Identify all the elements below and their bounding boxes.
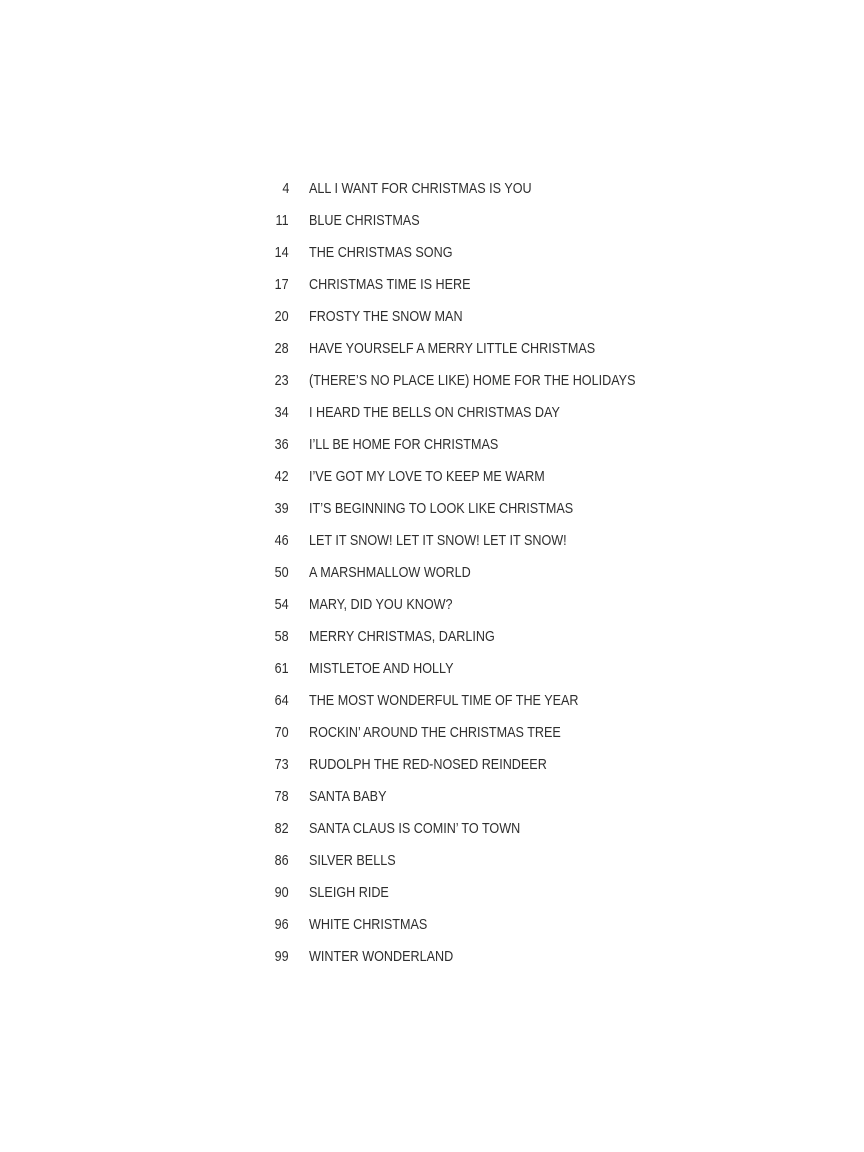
song-title: SILVER BELLS xyxy=(309,852,396,869)
page-number-text: 20 xyxy=(274,308,289,325)
page-number xyxy=(250,434,289,456)
toc-entry xyxy=(250,466,730,498)
toc-entry xyxy=(250,434,730,466)
song-title: SANTA BABY xyxy=(309,788,387,805)
toc-entry xyxy=(250,754,730,786)
page-number xyxy=(250,722,289,744)
page-number-text: 78 xyxy=(274,788,289,805)
page-number xyxy=(250,466,289,488)
page-number-text: 64 xyxy=(274,692,289,709)
song-title: A MARSHMALLOW WORLD xyxy=(309,564,471,581)
toc-entry xyxy=(250,242,730,274)
page-number-text: 34 xyxy=(274,404,289,421)
page-number xyxy=(250,178,289,200)
page-number xyxy=(250,210,289,232)
page-number xyxy=(250,690,289,712)
song-title: MERRY CHRISTMAS, DARLING xyxy=(309,628,495,645)
song-title: MARY, DID YOU KNOW? xyxy=(309,596,453,613)
song-title: ROCKIN’ AROUND THE CHRISTMAS TREE xyxy=(309,724,561,741)
page-number-text: 46 xyxy=(274,532,289,549)
page-number xyxy=(250,786,289,808)
page-number-text: 17 xyxy=(274,276,289,293)
toc-entry xyxy=(250,818,730,850)
page-number-text: 11 xyxy=(275,212,289,229)
song-title: RUDOLPH THE RED-NOSED REINDEER xyxy=(309,756,547,773)
toc-entry xyxy=(250,658,730,690)
page-number-text: 39 xyxy=(274,500,289,517)
page-number-text: 96 xyxy=(274,916,289,933)
page-number xyxy=(250,498,289,520)
page-number-text: 61 xyxy=(274,660,289,677)
song-title: I’LL BE HOME FOR CHRISTMAS xyxy=(309,436,499,453)
page-number xyxy=(250,594,289,616)
page-number xyxy=(250,626,289,648)
page-number-text: 90 xyxy=(274,884,289,901)
toc-entry xyxy=(250,722,730,754)
song-title: (THERE’S NO PLACE LIKE) HOME FOR THE HOLIDAYS xyxy=(309,372,636,389)
toc-entry xyxy=(250,786,730,818)
song-title: MISTLETOE AND HOLLY xyxy=(309,660,454,677)
song-title: LET IT SNOW! LET IT SNOW! LET IT SNOW! xyxy=(309,532,567,549)
page-number xyxy=(250,882,289,904)
page-number-text: 54 xyxy=(274,596,289,613)
song-title: SLEIGH RIDE xyxy=(309,884,389,901)
page-number xyxy=(250,562,289,584)
page-number-text: 99 xyxy=(274,948,289,965)
page-number xyxy=(250,242,289,264)
page-number-text: 82 xyxy=(274,820,289,837)
page-number-text: 73 xyxy=(274,756,289,773)
page-number-text: 70 xyxy=(274,724,289,741)
page-number xyxy=(250,850,289,872)
toc-entry xyxy=(250,178,730,210)
page-number-text: 36 xyxy=(274,436,289,453)
toc-entry xyxy=(250,562,730,594)
page-number xyxy=(250,306,289,328)
song-title: HAVE YOURSELF A MERRY LITTLE CHRISTMAS xyxy=(309,340,596,357)
page-number xyxy=(250,338,289,360)
page-number-text: 14 xyxy=(274,244,289,261)
toc-entry xyxy=(250,882,730,914)
page-number-text: 23 xyxy=(274,372,289,389)
page-number xyxy=(250,658,289,680)
page-number-text: 50 xyxy=(274,564,289,581)
toc-entry xyxy=(250,530,730,562)
song-title: IT’S BEGINNING TO LOOK LIKE CHRISTMAS xyxy=(309,500,574,517)
page-number-text: 58 xyxy=(274,628,289,645)
page-number xyxy=(250,370,289,392)
page-number-text: 42 xyxy=(274,468,289,485)
song-title: WHITE CHRISTMAS xyxy=(309,916,428,933)
toc-entry xyxy=(250,274,730,306)
page-number xyxy=(250,402,289,424)
toc-entry xyxy=(250,370,730,402)
song-title: BLUE CHRISTMAS xyxy=(309,212,420,229)
page-number xyxy=(250,274,289,296)
toc-entry xyxy=(250,594,730,626)
page-number xyxy=(250,754,289,776)
toc-entry xyxy=(250,626,730,658)
toc-entry xyxy=(250,210,730,242)
song-title: FROSTY THE SNOW MAN xyxy=(309,308,463,325)
toc-entry xyxy=(250,338,730,370)
table-of-contents xyxy=(250,178,730,978)
page-number-text: 86 xyxy=(274,852,289,869)
song-title: CHRISTMAS TIME IS HERE xyxy=(309,276,471,293)
toc-entry xyxy=(250,402,730,434)
toc-entry xyxy=(250,498,730,530)
song-title: THE CHRISTMAS SONG xyxy=(309,244,453,261)
toc-entry xyxy=(250,306,730,338)
toc-entry xyxy=(250,914,730,946)
song-title: THE MOST WONDERFUL TIME OF THE YEAR xyxy=(309,692,579,709)
page-number-text: 28 xyxy=(274,340,289,357)
toc-entry xyxy=(250,850,730,882)
page-number xyxy=(250,530,289,552)
song-title: I’VE GOT MY LOVE TO KEEP ME WARM xyxy=(309,468,545,485)
page-number xyxy=(250,914,289,936)
song-title: SANTA CLAUS IS COMIN’ TO TOWN xyxy=(309,820,521,837)
song-title: I HEARD THE BELLS ON CHRISTMAS DAY xyxy=(309,404,560,421)
song-title: ALL I WANT FOR CHRISTMAS IS YOU xyxy=(309,180,532,197)
song-title: WINTER WONDERLAND xyxy=(309,948,454,965)
toc-entry xyxy=(250,690,730,722)
page-number xyxy=(250,818,289,840)
page-number xyxy=(250,946,289,968)
page-number-text: 4 xyxy=(281,180,289,197)
toc-entry xyxy=(250,946,730,978)
